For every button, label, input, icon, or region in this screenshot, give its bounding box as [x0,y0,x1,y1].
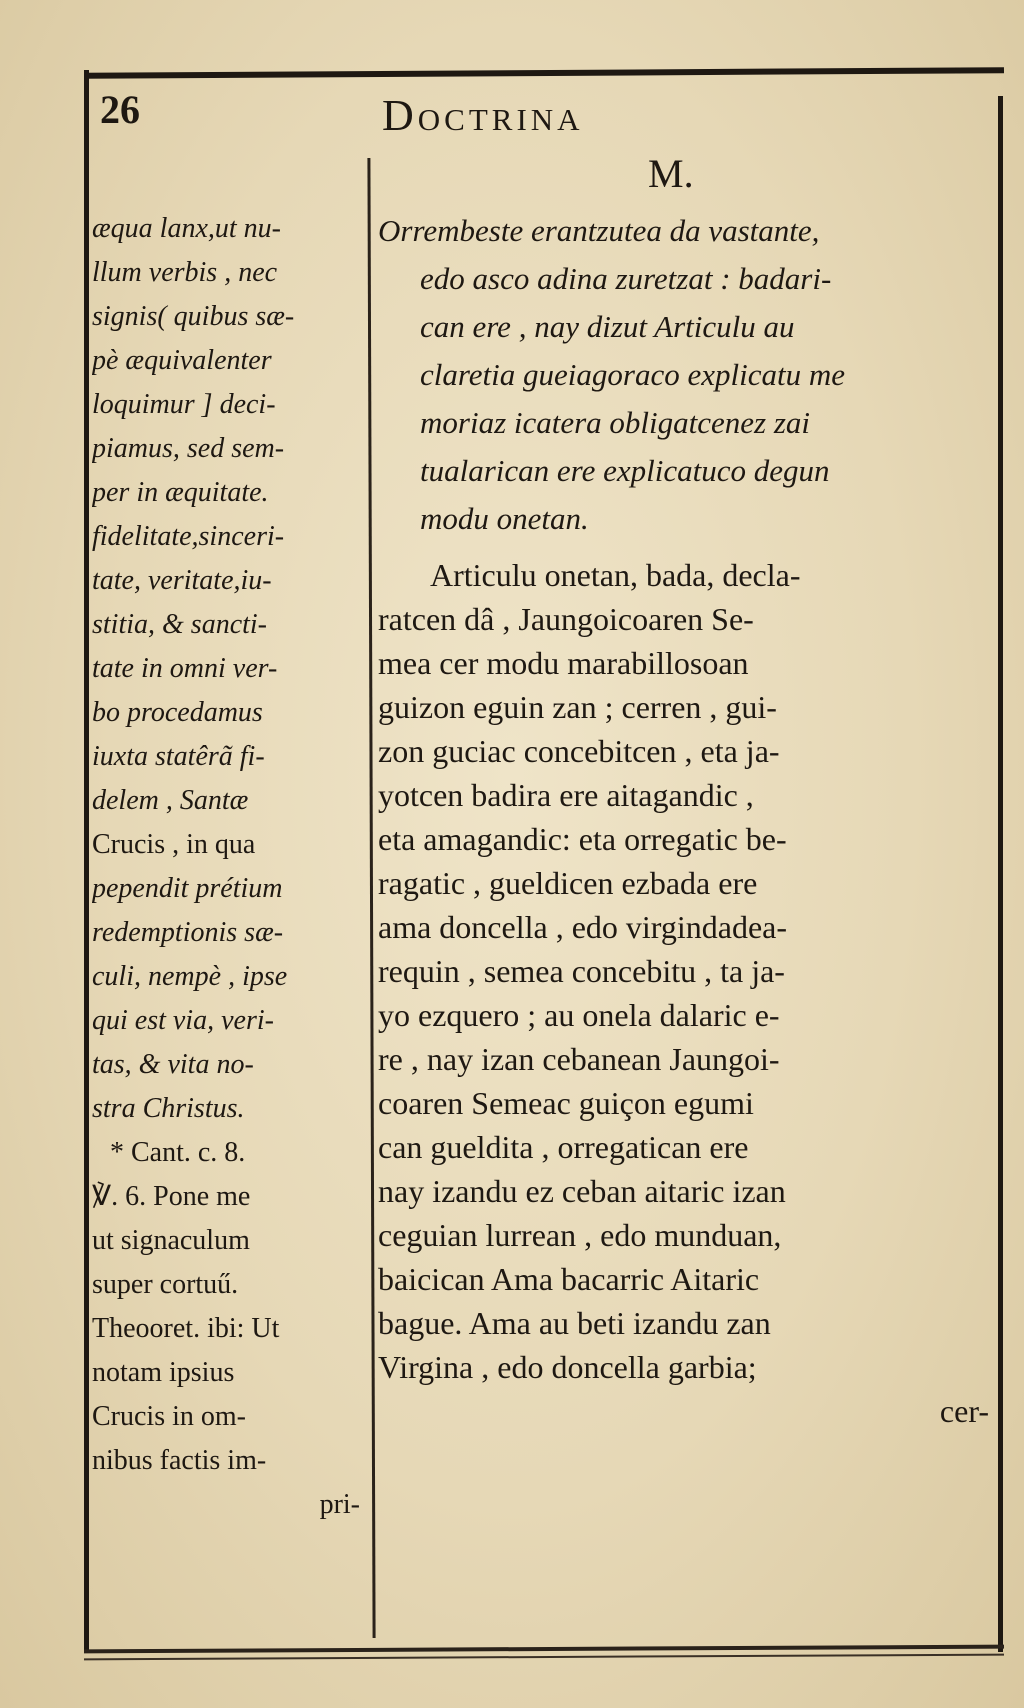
body-line: mea cer modu marabillosoan [378,645,749,681]
body-line: zon guciac concebitcen , eta ja- [378,733,780,769]
body-line: bague. Ama au beti izandu zan [378,1305,771,1341]
body-line: requin , semea concebitu , ta ja- [378,953,785,989]
italic-paragraph-line: modu onetan. [420,501,589,536]
italic-paragraph-line: edo asco adina zuretzat : badari- [420,261,832,296]
page-number: 26 [100,87,140,132]
italic-paragraph-line: can ere , nay dizut Articulu au [420,309,795,344]
margin-line: stitia, & sancti- [92,609,267,640]
margin-line: notam ipsius [92,1357,235,1388]
body-line: eta amagandic: eta orregatic be- [378,821,787,857]
margin-line: ut signaculum [92,1225,250,1256]
margin-line: * Cant. c. 8. [110,1137,246,1168]
italic-paragraph-line: claretia gueiagoraco explicatu me [420,357,845,392]
body-line: ragatic , gueldicen ezbada ere [378,865,758,901]
margin-line: æqua lanx,ut nu- [92,213,281,244]
section-letter: M. [648,151,694,196]
margin-line: loquimur ] deci- [92,389,276,420]
margin-line: stra Christus. [92,1093,245,1124]
margin-line: piamus, sed sem- [92,433,285,464]
margin-line: llum verbis , nec [92,257,278,288]
italic-paragraph-line: moriaz icatera obligatcenez zai [420,405,811,440]
body-line: ceguian lurrean , edo munduan, [378,1217,782,1253]
body-line: guizon eguin zan ; cerren , gui- [378,689,777,725]
margin-line: signis( quibus sæ- [92,301,295,332]
margin-line: tate in omni ver- [92,653,278,684]
paragraph-gap [378,543,993,553]
body-line: ratcen dâ , Jaungoicoaren Se- [378,601,754,637]
margin-line: pependit prétium [92,873,283,904]
margin-line: delem , Santæ [92,785,249,816]
bottom-rule-thin [84,1654,1004,1661]
margin-line: qui est via, veri- [92,1005,274,1036]
margin-line: Crucis in om- [92,1401,246,1432]
margin-line: tas, & vita no- [92,1049,254,1080]
catchword: cer- [939,1393,989,1429]
italic-paragraph-line: Orrembeste erantzutea da vastante, [378,213,820,248]
margin-line: pè æquivalenter [92,345,272,376]
margin-line: ℣. 6. Pone me [92,1181,251,1212]
body-line: Virgina , edo doncella garbia; [378,1349,757,1385]
margin-line: Crucis , in qua [92,829,256,860]
margin-line: per in æquitate. [92,477,269,508]
body-line: yotcen badira ere aitagandic , [378,777,754,813]
margin-line: Theooret. ibi: Ut [92,1313,280,1344]
top-rule [84,67,1004,79]
body-line: nay izandu ez ceban aitaric izan [378,1173,786,1209]
running-head: Doctrina [382,91,584,140]
margin-line: fidelitate,sinceri- [92,521,285,552]
body-line: re , nay izan cebanean Jaungoi- [378,1041,780,1077]
left-border [84,70,89,1652]
body-line: coaren Semeac guiçon egumi [378,1085,754,1121]
margin-line: redemptionis sæ- [92,917,284,948]
margin-catchword: pri- [319,1489,360,1520]
body-line: yo ezquero ; au onela dalaric e- [378,997,780,1033]
italic-paragraph-line: tualarican ere explicatuco degun [420,453,830,488]
right-border [998,96,1003,1652]
bottom-rule [84,1645,1004,1654]
margin-line: culi, nempè , ipse [92,961,288,992]
column-divider [367,158,375,1638]
margin-line: tate, veritate,iu- [92,565,272,596]
margin-line: super cortuű. [92,1269,239,1300]
body-line: can gueldita , orregatican ere [378,1129,749,1165]
margin-note-column [92,207,366,1527]
main-text-column [378,207,993,1433]
margin-line: iuxta statêrã fi- [92,741,265,772]
margin-line: bo procedamus [92,697,263,728]
body-line: baicican Ama bacarric Aitaric [378,1261,760,1297]
margin-line: nibus factis im- [92,1445,267,1476]
body-line: ama doncella , edo virgindadea- [378,909,788,945]
body-line: Articulu onetan, bada, decla- [430,557,801,593]
